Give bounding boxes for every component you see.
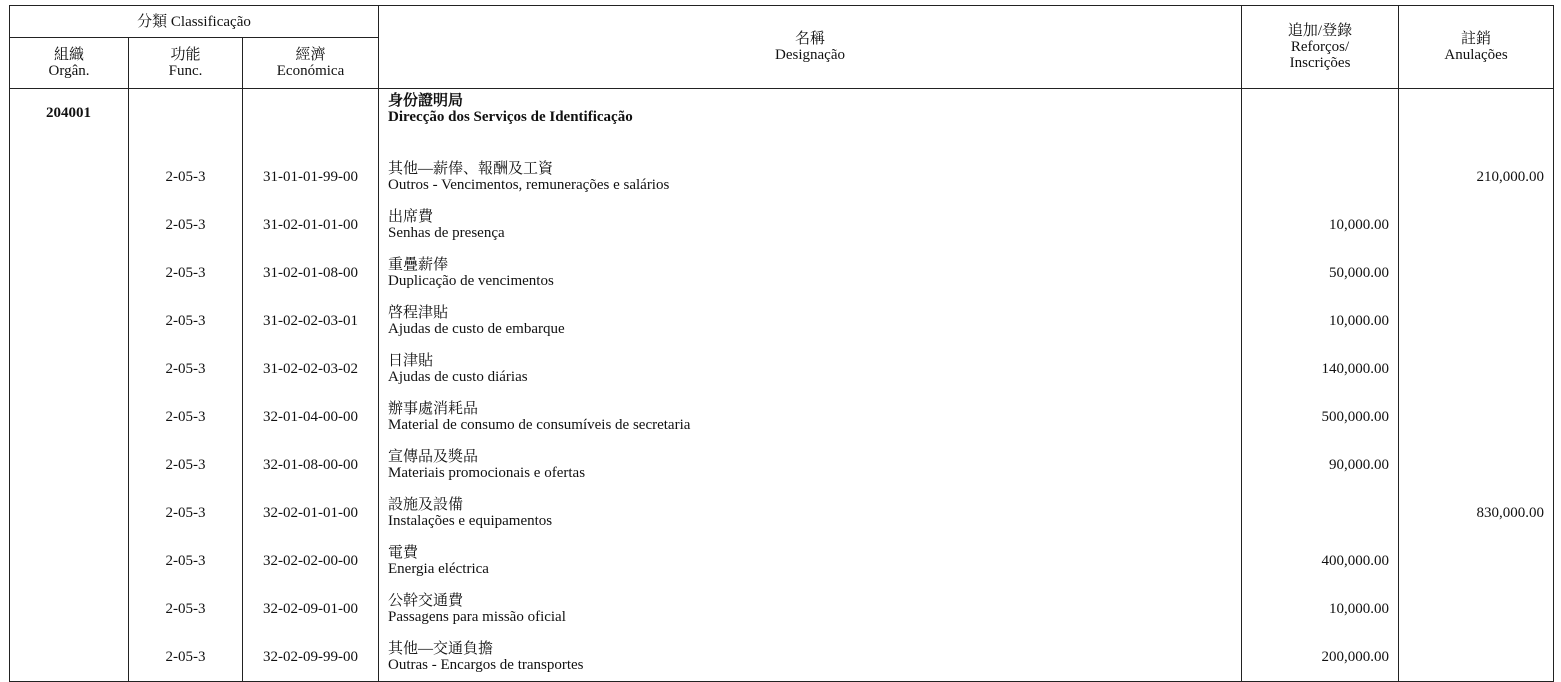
econ-code: 32-02-09-99-00 bbox=[243, 633, 379, 682]
designation-cell bbox=[379, 537, 1242, 585]
designation-cell bbox=[379, 633, 1242, 682]
table-row bbox=[10, 345, 1554, 393]
annulment-amount bbox=[1399, 537, 1554, 585]
organ-header bbox=[10, 38, 129, 89]
econ-header-pt: Económica bbox=[276, 63, 345, 79]
designation-cell bbox=[379, 345, 1242, 393]
econ-code: 31-02-02-03-01 bbox=[243, 297, 379, 345]
designation-pt: Duplicação de vencimentos bbox=[388, 273, 554, 289]
designation-pt: Outras - Encargos de transportes bbox=[388, 657, 584, 673]
designation-zh: 出席費 bbox=[388, 209, 434, 225]
agency-name-zh: 身份證明局 bbox=[388, 93, 464, 109]
agency-name-pt: Direcção dos Serviços de Identificação bbox=[388, 109, 633, 125]
annulments-header-zh: 註銷 bbox=[1461, 31, 1492, 47]
reinforcement-amount: 10,000.00 bbox=[1242, 201, 1399, 249]
func-code: 2-05-3 bbox=[129, 345, 243, 393]
reinforcement-amount: 50,000.00 bbox=[1242, 249, 1399, 297]
annulment-amount bbox=[1399, 297, 1554, 345]
designation-header-pt: Designação bbox=[775, 47, 845, 63]
reinforcements-header bbox=[1242, 6, 1399, 89]
table-header bbox=[10, 6, 1554, 89]
designation-zh: 設施及設備 bbox=[388, 497, 464, 513]
organ-cell bbox=[10, 585, 129, 633]
table-row bbox=[10, 537, 1554, 585]
annulment-amount bbox=[1399, 441, 1554, 489]
designation-cell bbox=[379, 441, 1242, 489]
reinforcement-amount: 10,000.00 bbox=[1242, 585, 1399, 633]
organ-header-zh: 組織 bbox=[53, 47, 84, 63]
econ-code: 31-02-02-03-02 bbox=[243, 345, 379, 393]
designation-zh: 其他—薪俸、報酬及工資 bbox=[388, 161, 554, 177]
table-row bbox=[10, 633, 1554, 682]
func-code: 2-05-3 bbox=[129, 489, 243, 537]
organ-cell bbox=[10, 297, 129, 345]
designation-pt: Passagens para missão oficial bbox=[388, 609, 566, 625]
reinforcements-header-pt2: Inscrições bbox=[1289, 55, 1351, 71]
func-code: 2-05-3 bbox=[129, 441, 243, 489]
agency-func-cell bbox=[129, 89, 243, 154]
designation-zh: 其他—交通負擔 bbox=[388, 641, 494, 657]
table-row bbox=[10, 393, 1554, 441]
designation-pt: Material de consumo de consumíveis de secretaria bbox=[388, 417, 691, 433]
designation-cell bbox=[379, 585, 1242, 633]
designation-pt: Outros - Vencimentos, remunerações e salários bbox=[388, 177, 670, 193]
func-header bbox=[129, 38, 243, 89]
table-body bbox=[10, 89, 1554, 682]
annulments-header-pt: Anulações bbox=[1444, 47, 1508, 63]
agency-row bbox=[10, 89, 1554, 154]
designation-zh: 辦事處消耗品 bbox=[388, 401, 479, 417]
reinforcement-amount: 400,000.00 bbox=[1242, 537, 1399, 585]
organ-cell bbox=[10, 633, 129, 682]
econ-code: 32-02-09-01-00 bbox=[243, 585, 379, 633]
table-row bbox=[10, 153, 1554, 201]
table-row bbox=[10, 585, 1554, 633]
organ-cell bbox=[10, 537, 129, 585]
annulment-amount bbox=[1399, 633, 1554, 682]
classification-header: 分類 Classificação bbox=[10, 6, 379, 38]
annulment-amount bbox=[1399, 393, 1554, 441]
designation-zh: 電費 bbox=[388, 545, 419, 561]
econ-code: 32-02-02-00-00 bbox=[243, 537, 379, 585]
organ-cell bbox=[10, 249, 129, 297]
reinforcement-amount: 500,000.00 bbox=[1242, 393, 1399, 441]
func-header-zh: 功能 bbox=[170, 47, 201, 63]
reinforcement-amount bbox=[1242, 489, 1399, 537]
designation-pt: Ajudas de custo de embarque bbox=[388, 321, 565, 337]
designation-pt: Ajudas de custo diárias bbox=[388, 369, 528, 385]
reinforcement-amount: 140,000.00 bbox=[1242, 345, 1399, 393]
func-code: 2-05-3 bbox=[129, 633, 243, 682]
designation-cell bbox=[379, 297, 1242, 345]
annulment-amount bbox=[1399, 201, 1554, 249]
organ-cell bbox=[10, 153, 129, 201]
func-code: 2-05-3 bbox=[129, 201, 243, 249]
organ-cell bbox=[10, 441, 129, 489]
func-code: 2-05-3 bbox=[129, 393, 243, 441]
agency-organ-code: 204001 bbox=[10, 89, 129, 154]
designation-zh: 日津貼 bbox=[388, 353, 434, 369]
organ-cell bbox=[10, 489, 129, 537]
reinforcement-amount: 90,000.00 bbox=[1242, 441, 1399, 489]
designation-pt: Senhas de presença bbox=[388, 225, 505, 241]
designation-cell bbox=[379, 201, 1242, 249]
reinforcements-header-zh: 追加/登錄 bbox=[1287, 23, 1353, 39]
annulment-amount: 210,000.00 bbox=[1399, 153, 1554, 201]
econ-code: 31-02-01-01-00 bbox=[243, 201, 379, 249]
annulment-amount bbox=[1399, 585, 1554, 633]
organ-cell bbox=[10, 345, 129, 393]
table-row bbox=[10, 441, 1554, 489]
designation-zh: 公幹交通費 bbox=[388, 593, 464, 609]
designation-cell bbox=[379, 249, 1242, 297]
func-code: 2-05-3 bbox=[129, 153, 243, 201]
agency-name bbox=[379, 89, 1242, 154]
func-code: 2-05-3 bbox=[129, 585, 243, 633]
func-header-pt: Func. bbox=[168, 63, 203, 79]
econ-code: 32-01-08-00-00 bbox=[243, 441, 379, 489]
econ-code: 31-01-01-99-00 bbox=[243, 153, 379, 201]
func-code: 2-05-3 bbox=[129, 297, 243, 345]
reinforcements-header-pt1: Reforços/ bbox=[1290, 39, 1350, 55]
organ-cell bbox=[10, 201, 129, 249]
table-row bbox=[10, 201, 1554, 249]
designation-zh: 重疊薪俸 bbox=[388, 257, 449, 273]
designation-header-zh: 名稱 bbox=[795, 31, 826, 47]
designation-cell bbox=[379, 489, 1242, 537]
organ-header-pt: Orgân. bbox=[48, 63, 90, 79]
reinforcement-amount: 10,000.00 bbox=[1242, 297, 1399, 345]
econ-code: 32-01-04-00-00 bbox=[243, 393, 379, 441]
designation-pt: Materiais promocionais e ofertas bbox=[388, 465, 586, 481]
annulment-amount bbox=[1399, 249, 1554, 297]
designation-header bbox=[379, 6, 1242, 89]
designation-zh: 宣傳品及獎品 bbox=[388, 449, 479, 465]
func-code: 2-05-3 bbox=[129, 537, 243, 585]
table-row bbox=[10, 489, 1554, 537]
designation-pt: Instalações e equipamentos bbox=[388, 513, 553, 529]
econ-code: 31-02-01-08-00 bbox=[243, 249, 379, 297]
designation-zh: 啓程津貼 bbox=[388, 305, 449, 321]
designation-cell bbox=[379, 153, 1242, 201]
organ-cell bbox=[10, 393, 129, 441]
agency-annulments-cell bbox=[1399, 89, 1554, 154]
designation-cell bbox=[379, 393, 1242, 441]
table-row bbox=[10, 297, 1554, 345]
econ-header bbox=[243, 38, 379, 89]
reinforcement-amount bbox=[1242, 153, 1399, 201]
annulment-amount: 830,000.00 bbox=[1399, 489, 1554, 537]
reinforcement-amount: 200,000.00 bbox=[1242, 633, 1399, 682]
agency-econ-cell bbox=[243, 89, 379, 154]
table-row bbox=[10, 249, 1554, 297]
econ-header-zh: 經濟 bbox=[295, 47, 326, 63]
budget-table bbox=[9, 5, 1554, 682]
designation-pt: Energia eléctrica bbox=[388, 561, 489, 577]
agency-reinforcements-cell bbox=[1242, 89, 1399, 154]
annulment-amount bbox=[1399, 345, 1554, 393]
func-code: 2-05-3 bbox=[129, 249, 243, 297]
annulments-header bbox=[1399, 6, 1554, 89]
econ-code: 32-02-01-01-00 bbox=[243, 489, 379, 537]
